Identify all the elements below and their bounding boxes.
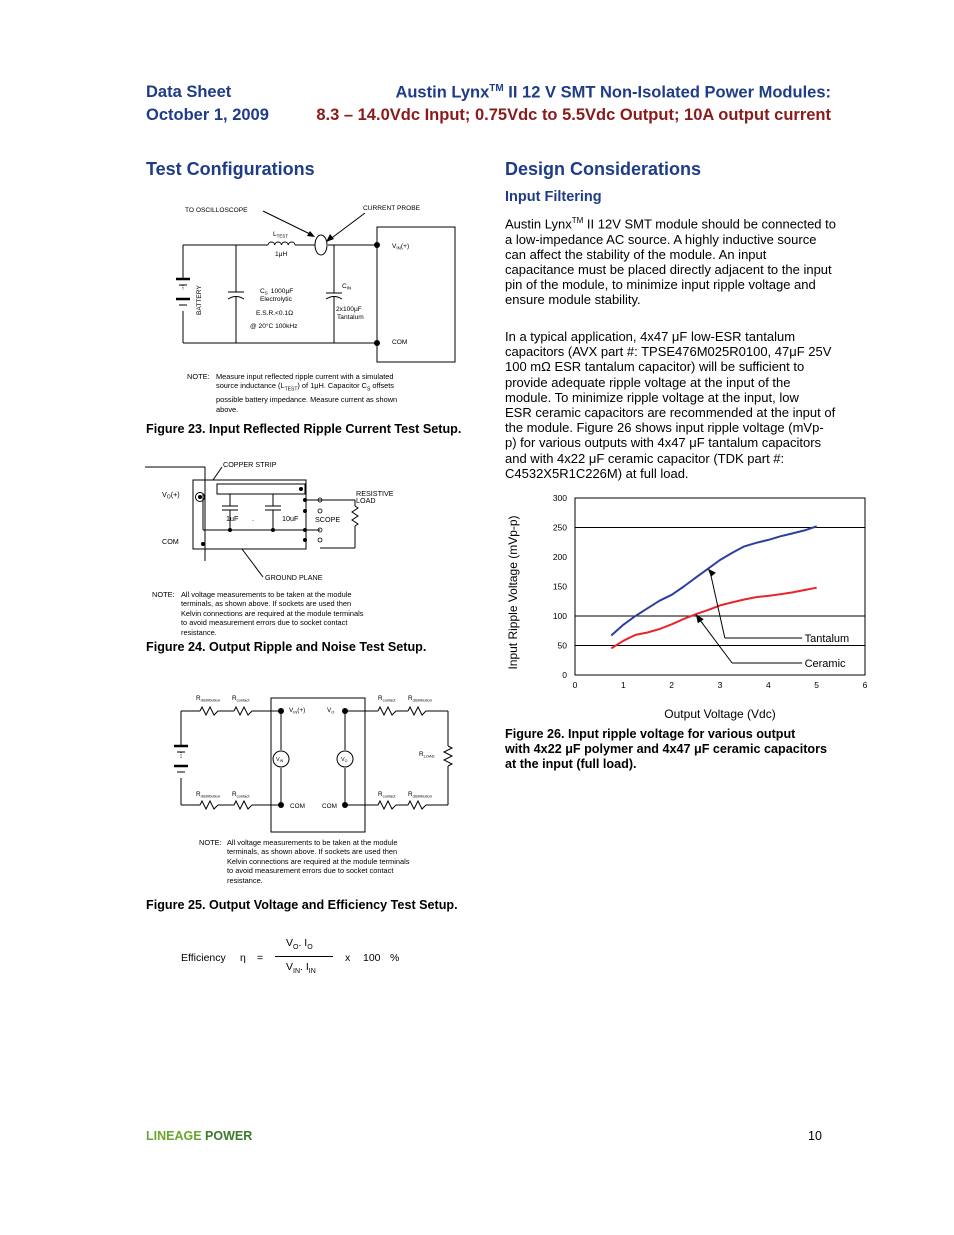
paragraph-2-line: 100 mΩ ESR tantalum capacitor) will be sufficient to [505, 359, 805, 375]
chart-y-tick-label: 250 [552, 522, 567, 533]
fig24-note-line: terminals, as shown above. If sockets are used then [181, 599, 352, 609]
paragraph-1-line: can affect the stability of the module. An input [505, 246, 767, 262]
chart-x-tick-label: 4 [765, 680, 771, 690]
paragraph-2-line: ESR ceramic capacitors are recommended at the input of [505, 405, 836, 421]
paragraph-2-line: and with 4x22 μF ceramic capacitor (TDK part #: [505, 450, 785, 466]
title-tm: TM [489, 83, 504, 94]
chart-y-tick-label: 150 [552, 581, 567, 592]
paragraph-2-line: module. To minimize ripple voltage at the input, low [505, 389, 799, 405]
fig24-resistive-label: RESISTIVE [356, 489, 394, 498]
fig24-com-label: COM [162, 537, 179, 546]
chart-y-axis-label: Input Ripple Voltage (mVp-p) [506, 515, 520, 670]
fig23-note-line: above. [216, 404, 239, 414]
chart-x-tick-label: 6 [862, 680, 868, 690]
fig24-dot: . [252, 514, 254, 523]
fig23-probe-label: CURRENT PROBE [363, 205, 421, 212]
fig23-note-line: Measure input reflected ripple current with a simulated [216, 372, 394, 381]
page-number: 10 [808, 1129, 822, 1143]
fig24-note-line: Kelvin connections are required at the module terminals [181, 608, 364, 618]
input-filtering-heading: Input Filtering [505, 189, 602, 205]
percent-sign: % [390, 952, 400, 964]
doc-title [395, 83, 831, 103]
chart-plot-area [575, 498, 865, 675]
fig25-resistor [378, 707, 396, 715]
chart-x-tick-label: 0 [572, 680, 578, 690]
chart-x-tick-label: 3 [717, 680, 723, 690]
efficiency-label: Efficiency [181, 952, 226, 964]
fig25-load-resistor [444, 746, 452, 766]
figure-26-caption-line: Figure 26. Input ripple voltage for various output [505, 727, 796, 741]
paragraph-1-line: Austin Lynx™ II 12V SMT module should be connected to [505, 216, 836, 232]
paragraph-2-line: the module. Figure 26 shows input ripple voltage (mVp- [505, 420, 824, 436]
times-sign: x [345, 952, 351, 964]
fig24-note-line: to avoid measurement errors due to socket contact [181, 618, 348, 628]
chart-y-tick-label: 300 [552, 493, 567, 503]
fig23-note-label: NOTE: [187, 372, 210, 381]
fig23-cin-type: Tantalum [337, 314, 364, 321]
fig25-vo-meter-label: $V_O$ [341, 757, 348, 764]
figure-25-circuit [168, 688, 468, 833]
fig24-load-label: LOAD [356, 496, 376, 505]
fig23-note-line: source inductance $(L_{TEST})$ of 1μH. Capacitor $C_S$ offsets [216, 381, 395, 393]
paragraph-2 [505, 329, 850, 481]
figure-26-caption-line: with 4x22 μF polymer and 4x47 μF ceramic capacitors [505, 742, 827, 756]
fig24-scope-label: SCOPE [315, 515, 341, 524]
fig25-resistor [378, 801, 396, 809]
fig25-rcontact-label: $R_{contact}$ [232, 791, 250, 799]
chart-annotations [696, 569, 849, 670]
paragraph-1-line: pin of the module, to minimize input ripple voltage and [505, 277, 816, 293]
fig23-vin-label: $V_{IN}(+)$ [392, 243, 410, 251]
equals-sign: = [257, 952, 264, 964]
fig23-battery-label: BATTERY [196, 285, 203, 315]
fig23-module-box [377, 227, 455, 362]
figure-24-circuit [145, 458, 415, 586]
eta-symbol: η [240, 952, 246, 964]
chart-y-tick-labels [553, 493, 567, 680]
chart-x-tick-label: 2 [669, 680, 675, 690]
paragraph-1 [505, 213, 850, 308]
chart-annotation-leader [698, 617, 732, 663]
paragraph-1-line: capacitance must be placed directly adjacent to the input [505, 261, 832, 277]
chart-y-tick-label: 100 [552, 611, 567, 621]
chart-x-tick-label: 1 [620, 680, 626, 690]
fig25-com-right: COM [322, 803, 337, 810]
chart-y-tick-label: 50 [557, 640, 567, 651]
fig25-rcontact-label: $R_{contact}$ [378, 695, 396, 703]
fig25-note-line: Kelvin connections are required at the module terminals [227, 856, 410, 866]
fig25-resistor [408, 707, 426, 715]
fig25-vin-label: $V_{IN}(+)$ [289, 707, 306, 715]
test-configurations-heading: Test Configurations [146, 159, 315, 179]
title-rest: II 12 V SMT Non-Isolated Power Modules: [503, 83, 831, 102]
figure-26-chart [500, 488, 880, 728]
fig25-resistor [234, 707, 252, 715]
chart-annotation-arrow [708, 569, 716, 577]
figure-26-caption [505, 727, 855, 772]
chart-x-axis-label: Output Voltage (Vdc) [664, 707, 776, 721]
fig25-rdist-label: $R_{distribution}$ [408, 791, 432, 799]
paragraph-2-line: p) for various outputs with 4x47 μF tantalum capacitors [505, 435, 822, 451]
fig24-vo-label: $V_O(+)$ [162, 490, 180, 501]
figure-23-circuit [170, 198, 470, 368]
fig24-note-label: NOTE: [152, 590, 175, 599]
fig25-resistor [200, 801, 218, 809]
figure-23-caption: Figure 23. Input Reflected Ripple Current Test Setup. [146, 422, 462, 436]
fig23-inductor [268, 242, 295, 245]
fig25-resistor [408, 801, 426, 809]
fig23-cin-value: 2x100μF [336, 306, 362, 313]
fig24-copper-label: COPPER STRIP [223, 460, 277, 469]
figure-25-caption: Figure 25. Output Voltage and Efficiency Test Setup. [146, 898, 458, 912]
doc-subtitle: 8.3 – 14.0Vdc Input; 0.75Vdc to 5.5Vdc Output; 10A output current [316, 106, 831, 124]
chart-x-tick-label: 5 [814, 680, 820, 690]
fig25-rdist-label: $R_{distribution}$ [196, 695, 220, 703]
fig23-note-line: possible battery impedance. Measure current as shown [216, 395, 398, 405]
fig24-copper-strip [217, 484, 305, 494]
title-brand: Austin Lynx [395, 83, 490, 102]
hundred-value: 100 [363, 952, 381, 964]
fig25-note-line: to avoid measurement errors due to socket contact [227, 866, 394, 876]
doc-type: Data Sheet [146, 83, 232, 101]
paragraph-2-line: C4532X5R1C226M) at full load. [505, 465, 689, 481]
fig24-note [152, 590, 412, 638]
chart-y-tick-label: 200 [552, 552, 567, 562]
fig24-c1-label: 1uF [226, 514, 239, 523]
fig23-current-probe [315, 235, 327, 255]
paragraph-1-line: ensure module stability. [505, 292, 641, 308]
figure-24-caption: Figure 24. Output Ripple and Noise Test Setup. [146, 640, 427, 654]
fig25-note-line: terminals, as shown above. If sockets are used then [227, 847, 398, 857]
chart-annotation-tantalum: Tantalum [804, 633, 850, 645]
fig25-rload-label: $R_{LOAD}$ [419, 751, 435, 759]
fig23-cs-type: Electrolytic [260, 296, 292, 303]
paragraph-2-line: In a typical application, 4x47 μF low-ESR tantalum [505, 329, 796, 344]
fraction-bar [275, 956, 333, 957]
fig25-note [199, 838, 449, 886]
chart-gridlines [575, 498, 865, 675]
fig24-ground-label: GROUND PLANE [265, 573, 323, 582]
fig23-note [187, 372, 447, 412]
chart-x-tick-labels [573, 680, 868, 690]
fig25-rcontact-label: $R_{contact}$ [232, 695, 250, 703]
fig23-ltest-value: 1μH [275, 251, 288, 258]
fig23-conditions: @ 20°C 100kHz [250, 323, 298, 330]
chart-y-tick-label: 0 [562, 670, 567, 680]
fig24-note-line: resistance. [181, 627, 217, 637]
fig25-note-line: resistance. [227, 875, 263, 885]
fig23-com-label: COM [392, 339, 408, 346]
fig25-com-left: COM [290, 803, 305, 810]
fig25-vo-label: $V_O$ [327, 707, 335, 715]
paragraph-2-line: capacitors (AVX part #: TPSE476M025R0100, 47μF 25V [505, 344, 832, 360]
doc-date: October 1, 2009 [146, 106, 269, 124]
footer-brand [146, 1129, 252, 1143]
fig23-esr: E.S.R.<0.1Ω [256, 310, 293, 317]
paragraph-2-line: provide adequate ripple voltage at the input of the [505, 374, 791, 390]
fig23-oscilloscope-label: TO OSCILLOSCOPE [185, 207, 248, 214]
formula-denominator: $V_{IN}$. $I_{IN}$ [286, 961, 316, 976]
fig25-resistor [200, 707, 218, 715]
paragraph-1-line: a low-impedance AC source. A highly inductive source [505, 231, 817, 247]
fig24-note-line: All voltage measurements to be taken at the module [181, 590, 352, 599]
fig25-note-label: NOTE: [199, 838, 222, 847]
fig25-vin-meter-label: $V_{IN}$ [276, 757, 284, 764]
figure-26-caption-line: at the input (full load). [505, 757, 637, 771]
fig25-rcontact-label: $R_{contact}$ [378, 791, 396, 799]
fig23-cs-label: $C_S$ 1000μF [260, 288, 294, 296]
fig25-note-line: All voltage measurements to be taken at the module [227, 838, 398, 847]
fig25-rdist-label: $R_{distribution}$ [196, 791, 220, 799]
formula-numerator: $V_O$. $I_O$ [286, 937, 313, 952]
brand-lineage: LINEAGE [146, 1129, 202, 1143]
fig24-c2-label: 10uF [282, 514, 299, 523]
fig25-rdist-label: $R_{distribution}$ [408, 695, 432, 703]
fig23-ltest-label: $L_{TEST}$ [273, 231, 289, 239]
design-considerations-heading: Design Considerations [505, 159, 702, 179]
chart-series-line-tantalum [611, 526, 816, 635]
efficiency-formula [180, 932, 420, 982]
fig23-cin-label: $C_{IN}$ [342, 283, 352, 291]
brand-power: POWER [201, 1129, 253, 1143]
fig25-resistor [234, 801, 252, 809]
chart-annotation-ceramic: Ceramic [804, 658, 846, 670]
